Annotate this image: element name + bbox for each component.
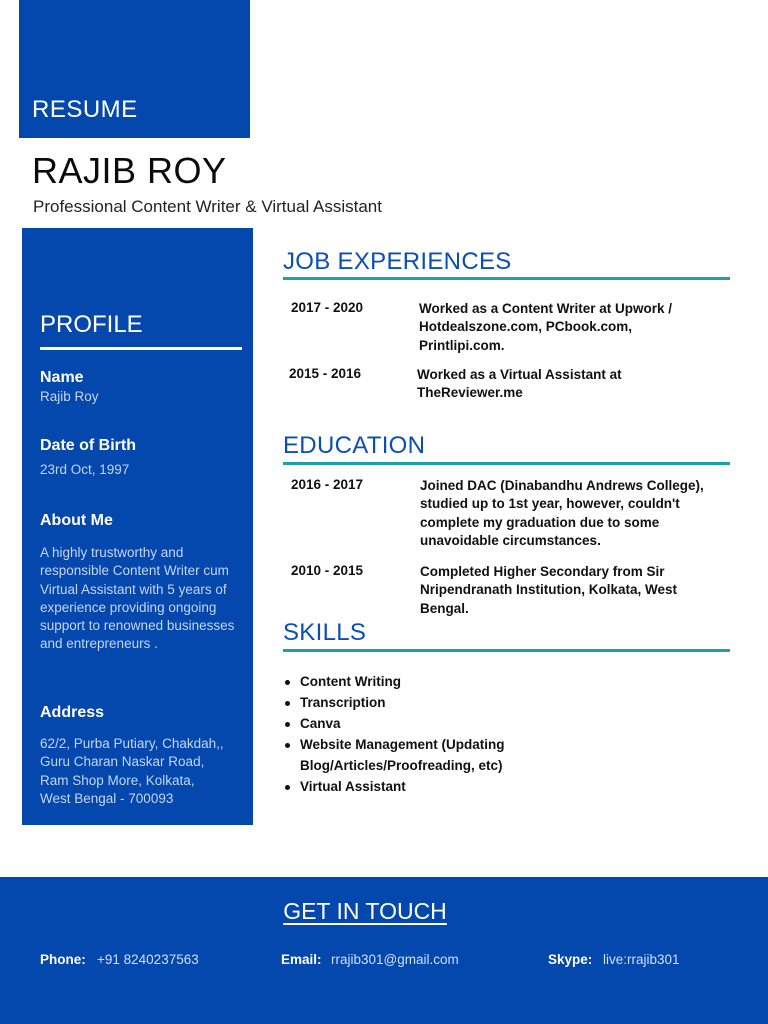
- education-description-line: unavoidable circumstances.: [420, 532, 601, 548]
- email-label: Email:: [281, 952, 322, 967]
- skill-item-line: Blog/Articles/Proofreading, etc): [300, 758, 503, 773]
- education-description-line: complete my graduation due to some: [420, 514, 660, 530]
- profile-divider: [40, 347, 242, 350]
- name-label: Name: [40, 369, 84, 386]
- dob-value: 23rd Oct, 1997: [40, 462, 130, 477]
- skype-value: live:rrajib301: [603, 952, 680, 967]
- job-description-line: Worked as a Virtual Assistant at: [417, 367, 622, 382]
- education-description: [420, 563, 740, 618]
- education-description-line: Bengal.: [420, 600, 469, 616]
- skill-item: Virtual Assistant: [300, 776, 630, 797]
- skill-item: [300, 734, 630, 776]
- job-experiences-rule: [283, 277, 730, 280]
- profile-sidebar: [22, 228, 253, 825]
- skype-label: Skype:: [548, 952, 593, 967]
- education-date: 2010 - 2015: [291, 563, 364, 578]
- address-value: [40, 735, 245, 808]
- name-value: Rajib Roy: [40, 389, 99, 404]
- skill-item: Transcription: [300, 692, 630, 713]
- skills-list: [300, 671, 630, 797]
- skill-item: Content Writing: [300, 671, 630, 692]
- education-description: [420, 477, 740, 550]
- education-description-line: Completed Higher Secondary from Sir: [420, 564, 665, 579]
- dob-label: Date of Birth: [40, 437, 136, 454]
- job-description-line: Worked as a Content Writer at Upwork /: [419, 301, 673, 316]
- job-date: 2017 - 2020: [291, 300, 364, 315]
- phone-label: Phone:: [40, 952, 86, 967]
- contact-footer: [0, 877, 768, 1024]
- address-line: West Bengal - 700093: [40, 790, 174, 806]
- address-line: 62/2, Purba Putiary, Chakdah,,: [40, 736, 224, 751]
- job-description-line: Printlipi.com.: [419, 337, 505, 353]
- phone-value: +91 8240237563: [97, 952, 199, 967]
- resume-tag: [19, 0, 250, 138]
- about-value: A highly trustworthy and responsible Content Writer cum Virtual Assistant with 5 years of experience providing ongoing support to renowned businesses and entrepreneurs .: [40, 545, 235, 652]
- get-in-touch-title: GET IN TOUCH: [283, 898, 447, 924]
- email-value: rrajib301@gmail.com: [331, 952, 459, 967]
- education-date: 2016 - 2017: [291, 477, 364, 492]
- skills-rule: [283, 649, 730, 652]
- address-line: Ram Shop More, Kolkata,: [40, 772, 195, 788]
- candidate-name: RAJIB ROY: [32, 150, 227, 191]
- skill-item-line: Website Management (Updating: [300, 737, 505, 752]
- education-title: EDUCATION: [283, 432, 426, 459]
- address-label: Address: [40, 704, 105, 721]
- job-description-line: Hotdealszone.com, PCbook.com,: [419, 319, 633, 335]
- job-description-line: TheReviewer.me: [417, 385, 523, 401]
- education-rule: [283, 462, 730, 465]
- job-description: [419, 300, 739, 355]
- education-description-line: Joined DAC (Dinabandhu Andrews College),: [420, 478, 704, 493]
- job-experiences-title: JOB EXPERIENCES: [283, 248, 512, 275]
- profile-heading: PROFILE: [40, 311, 143, 338]
- address-line: Guru Charan Naskar Road,: [40, 754, 205, 770]
- about-label: About Me: [40, 512, 113, 529]
- skill-item: Canva: [300, 713, 630, 734]
- candidate-subtitle: Professional Content Writer & Virtual Assistant: [33, 197, 382, 216]
- resume-tag-label: RESUME: [32, 96, 138, 123]
- skills-title: SKILLS: [283, 619, 367, 646]
- job-date: 2015 - 2016: [289, 366, 362, 381]
- education-description-line: studied up to 1st year, however, couldn't: [420, 496, 680, 512]
- education-description-line: Nripendranath Institution, Kolkata, West: [420, 582, 678, 598]
- job-description: [417, 366, 737, 403]
